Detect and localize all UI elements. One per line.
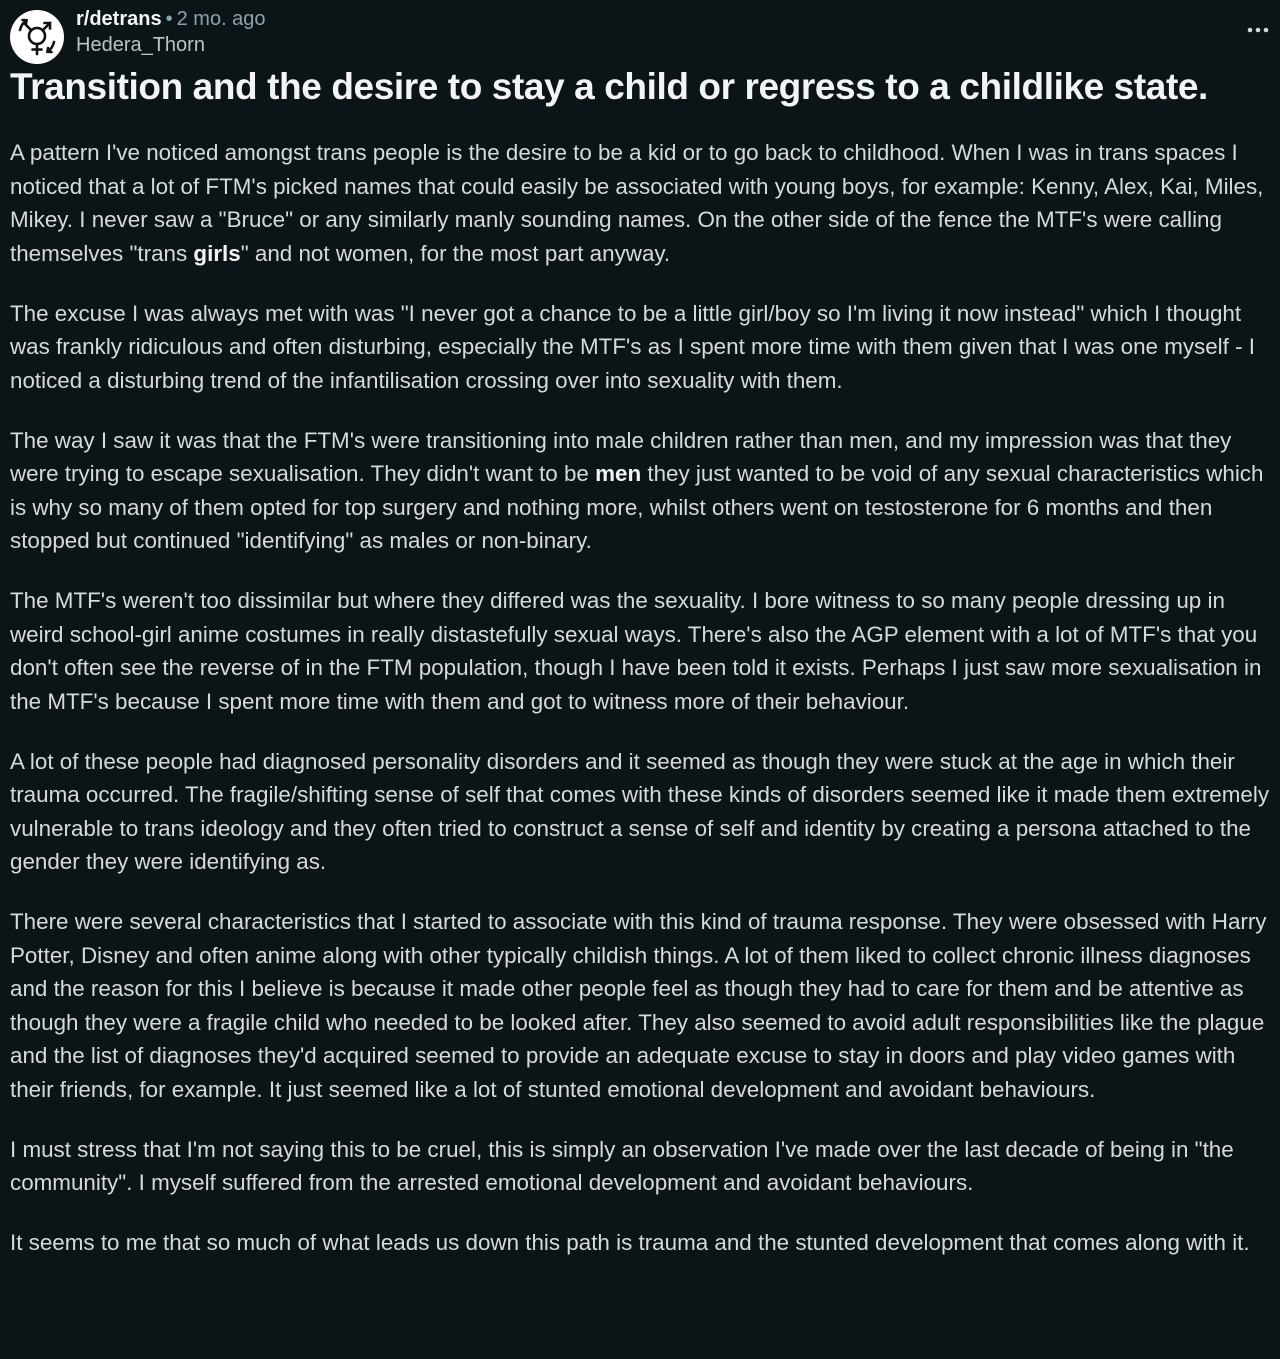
post-paragraph [10, 424, 1272, 558]
paragraph-text: The MTF's weren't too dissimilar but where they differed was the sexuality. I bore witness to so many people dressing up in weird school-girl anime costumes in really distastefully sexual ways. There's also the AGP element with a lot of MTF's that you don't often see the reverse of in the FTM population, though I have been told it exists. Perhaps I just saw more sexualisation in the MTF's because I spent more time with them and got to witness more of their behaviour. [10, 588, 1262, 714]
paragraph-text: I must stress that I'm not saying this to be cruel, this is simply an observation I've made over the last decade of being in "the community". I myself suffered from the arrested emotional development and avoidant behaviours. [10, 1136, 1234, 1195]
post-paragraph [10, 1226, 1272, 1260]
post-paragraph [10, 905, 1272, 1106]
paragraph-text: " and not women, for the most part anyway. [240, 240, 671, 266]
paragraph-bold-text: girls [193, 240, 241, 266]
more-options-button[interactable] [1244, 16, 1272, 44]
paragraph-text: A pattern I've noticed amongst trans people is the desire to be a kid or to go back to childhood. When I was in trans spaces I noticed that a lot of FTM's picked names that could easily be associated with young boys, for example: Kenny, Alex, Kai, Miles, Mikey. I never saw a "Bruce" or any similarly manly sounding names. On the other side of the fence the MTF's were calling themselves "trans [10, 140, 1264, 266]
post-meta [76, 6, 266, 58]
meta-separator: • [165, 8, 173, 30]
post-paragraph [10, 745, 1272, 879]
meta-line [76, 6, 266, 32]
post-age: 2 mo. ago [176, 8, 266, 30]
post-paragraph [10, 297, 1272, 398]
detrans-symbol-icon [14, 14, 60, 60]
post-body [10, 136, 1272, 1286]
paragraph-text: they just wanted to be void of any sexual characteristics which is why so many of them opted for top surgery and nothing more, whilst others went on testosterone for 6 months and then stopped but continued "identifying" as males or non-binary. [10, 461, 1264, 553]
post-title: Transition and the desire to stay a child or regress to a childlike state. [10, 66, 1208, 107]
paragraph-bold-text: men [595, 461, 642, 486]
more-horizontal-icon [1246, 26, 1270, 34]
paragraph-text: It seems to me that so much of what leads us down this path is trauma and the stunted development that comes along with it. [10, 1230, 1250, 1255]
post-header [10, 4, 1272, 62]
paragraph-text: The way I saw it was that the FTM's were transitioning into male children rather than men, and my impression was that they were trying to escape sexualisation. They didn't want to be [10, 427, 1232, 486]
paragraph-text: There were several characteristics that I started to associate with this kind of trauma response. They were obsessed with Harry Potter, Disney and often anime along with other typically childish things. A lot of them liked to collect chronic illness diagnoses and the reason for this I believe is because it made other people feel as though they had to care for them and be attentive as though they were a fragile child who needed to be looked after. They also seemed to avoid adult responsibilities like the plague and the list of diagnoses they'd acquired seemed to provide an adequate excuse to stay in doors and play video games with their friends, for example. It just seemed like a lot of stunted emotional development and avoidant behaviours. [10, 909, 1267, 1102]
paragraph-text: The excuse I was always met with was "I never got a chance to be a little girl/boy so I'm living it now instead" which I thought was frankly ridiculous and often disturbing, especially the MTF's as I spent more time with them given that I was one myself - I noticed a disturbing trend of the infantilisation crossing over into sexuality with them. [10, 300, 1255, 393]
subreddit-link[interactable]: r/detrans [76, 8, 162, 30]
post-paragraph [10, 1133, 1272, 1200]
post-paragraph [10, 584, 1272, 718]
subreddit-avatar[interactable] [10, 10, 64, 64]
author-link[interactable]: Hedera_Thorn [76, 34, 205, 56]
paragraph-text: A lot of these people had diagnosed personality disorders and it seemed as though they were stuck at the age in which their trauma occurred. The fragile/shifting sense of self that comes with these kinds of disorders seemed like it made them extremely vulnerable to trans ideology and they often tried to construct a sense of self and identity by creating a persona attached to the gender they were identifying as. [10, 748, 1270, 874]
post-paragraph [10, 136, 1272, 270]
